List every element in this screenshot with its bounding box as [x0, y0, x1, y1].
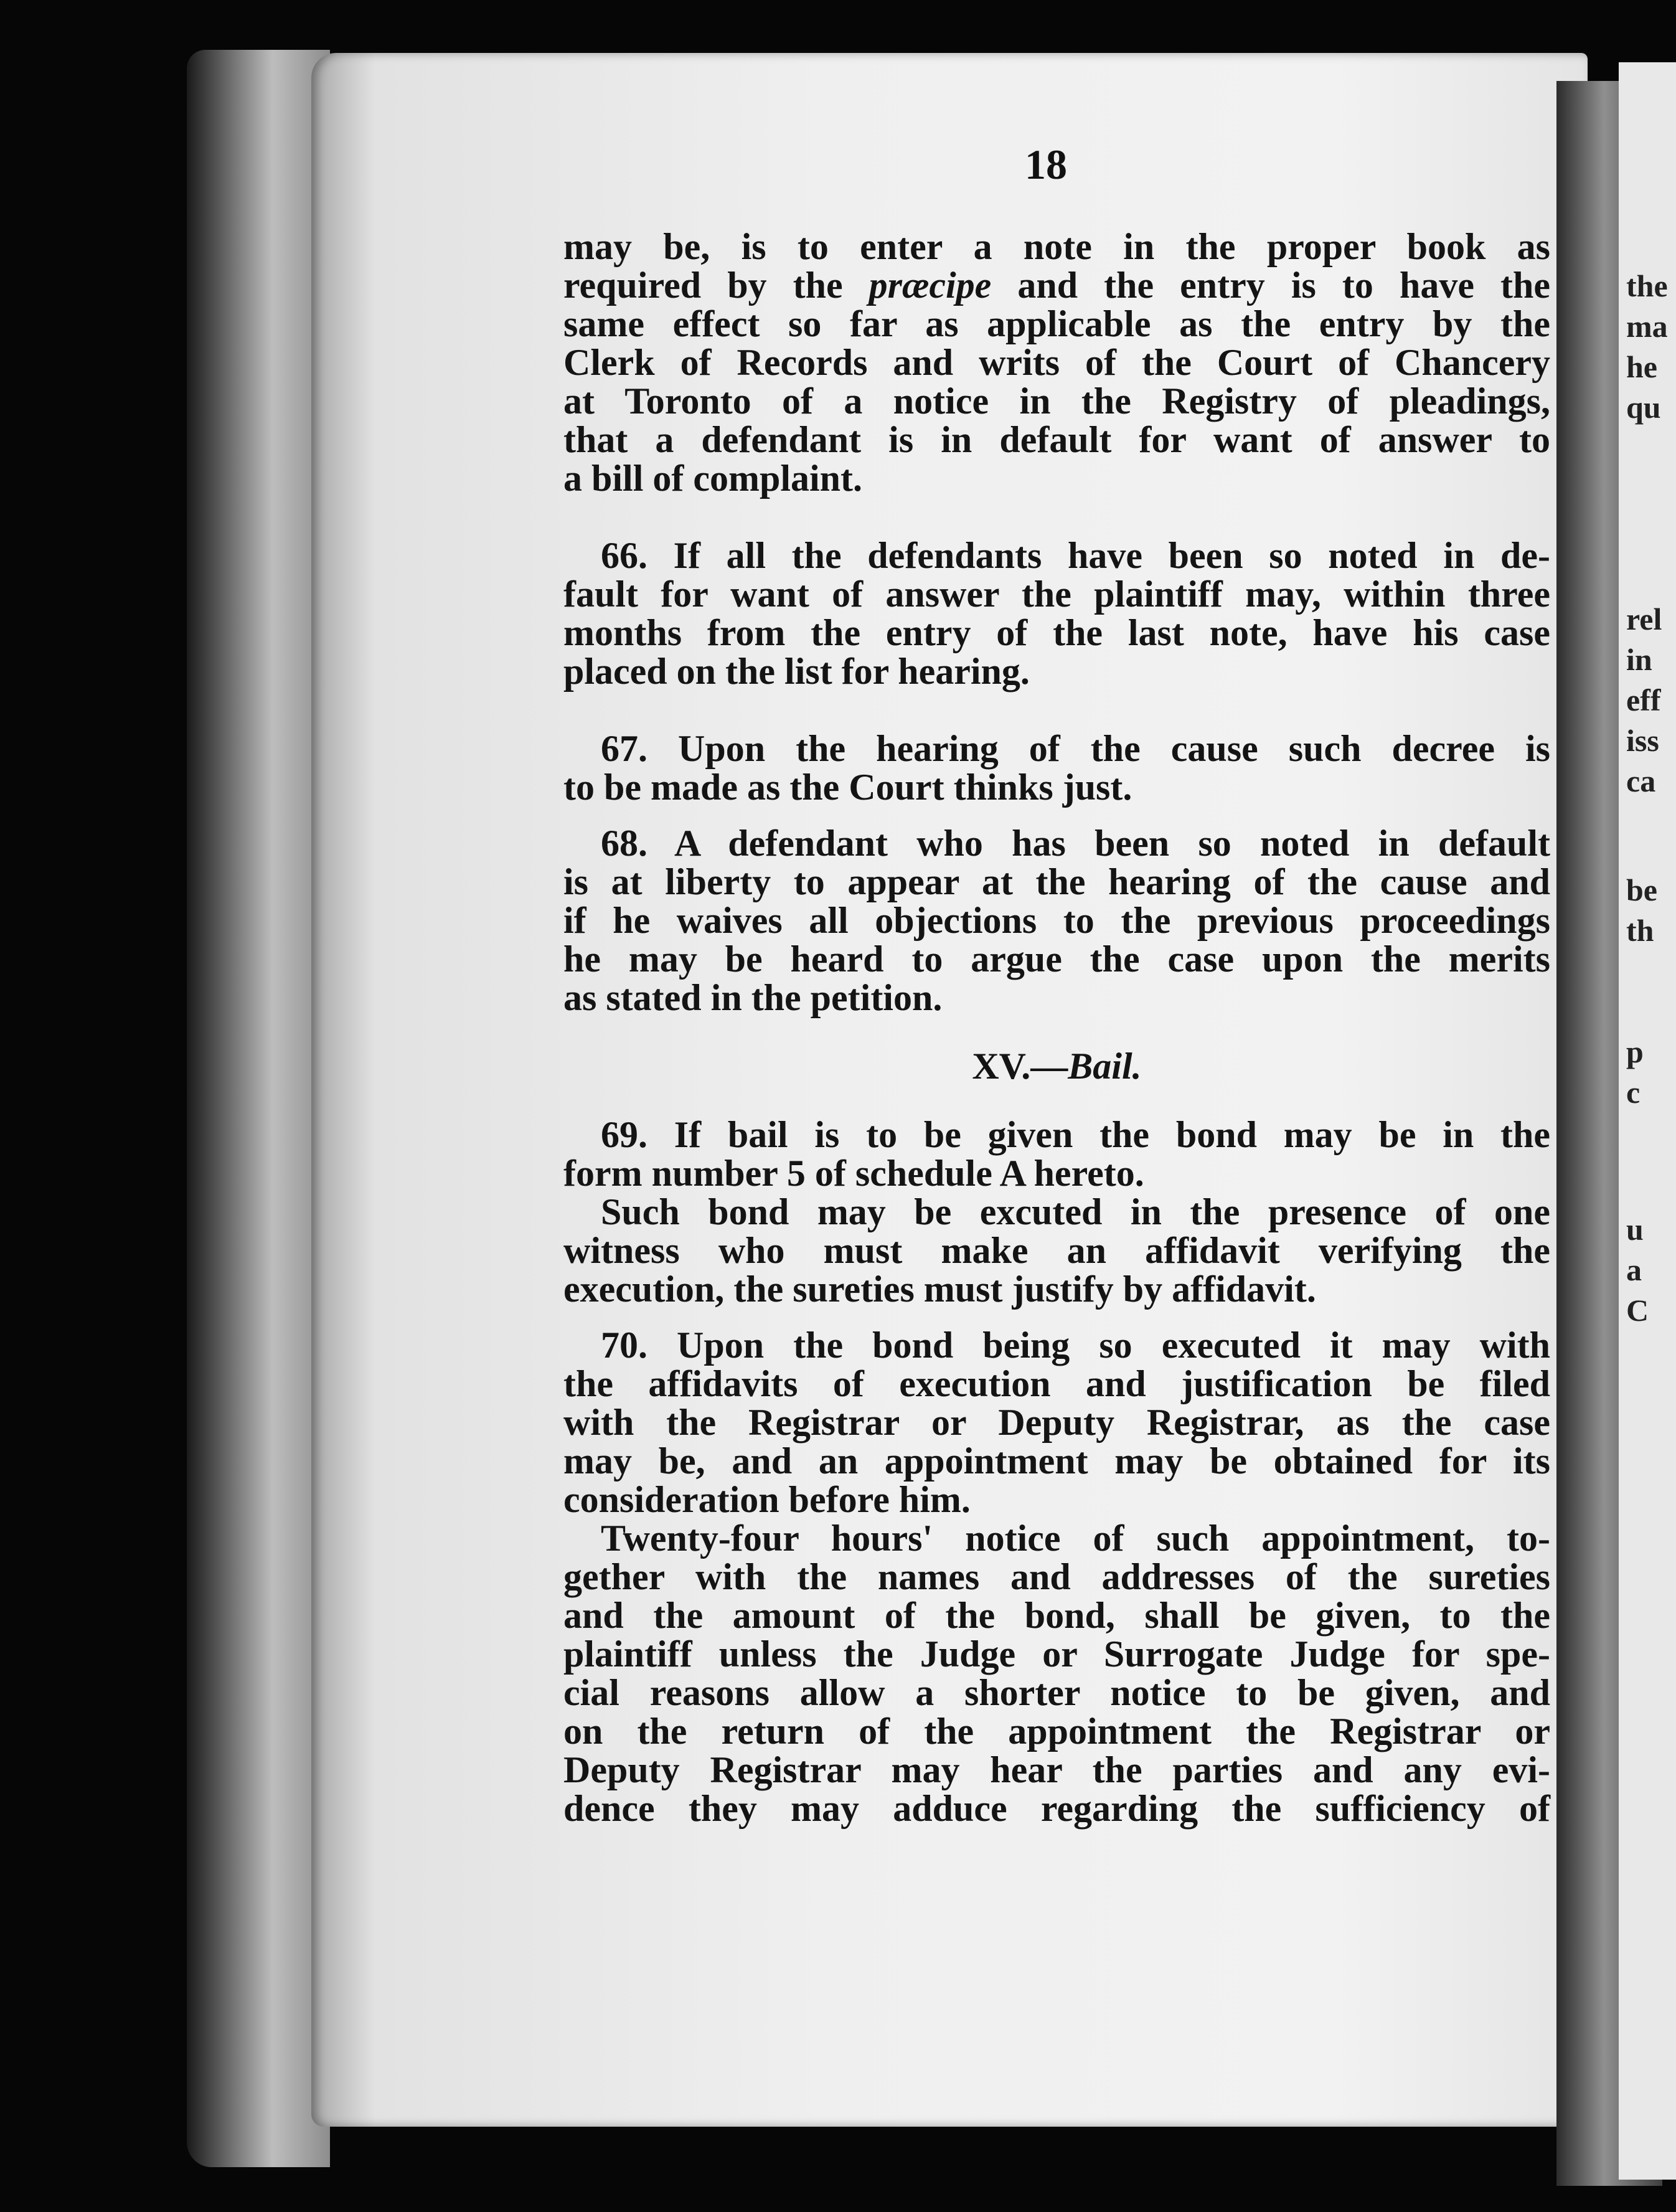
text-line: cial reasons allow a shorter notice to be given, and [563, 1672, 1550, 1713]
text-span: and the entry is to have the [991, 265, 1550, 306]
text-line: Such bond may be excuted in the presence of one [601, 1191, 1550, 1232]
text-line: that a defendant is in default for want of answer to [563, 419, 1550, 460]
facing-page-text: be [1626, 872, 1657, 907]
text-line: same effect so far as applicable as the entry by the [563, 303, 1550, 344]
page-number: 18 [1025, 141, 1067, 188]
facing-page-text: u [1626, 1212, 1644, 1247]
paragraph-gap [563, 498, 1550, 536]
facing-page-text: a [1626, 1252, 1642, 1287]
text-line: dence they may adduce regarding the sufficiency of [563, 1788, 1550, 1829]
text-line: plaintiff unless the Judge or Surrogate Judge for spe- [563, 1633, 1550, 1675]
paragraph-69-cont [563, 1154, 1550, 1193]
text-line: with the Registrar or Deputy Registrar, as the case [563, 1402, 1550, 1443]
text-line: at Toronto of a notice in the Registry of pleadings, [563, 380, 1550, 422]
text-line: witness who must make an affidavit verifying the [563, 1230, 1550, 1271]
paragraph-69b-cont [563, 1231, 1550, 1308]
text-line: 66. If all the defendants have been so noted in de- [601, 535, 1550, 576]
text-line: consideration before him. [563, 1479, 971, 1520]
text-line: Deputy Registrar may hear the parties and any evi- [563, 1749, 1550, 1790]
text-line: if he waives all objections to the previous proceedings [563, 900, 1550, 941]
text-line: he may be heard to argue the case upon the merits [563, 938, 1550, 980]
section-number: XV.— [972, 1046, 1068, 1087]
text-line: to be made as the Court thinks just. [563, 767, 1132, 808]
facing-page-text: th [1626, 913, 1654, 948]
text-line: execution, the sureties must justify by affidavit. [563, 1269, 1316, 1310]
paragraph-gap [563, 691, 1550, 729]
text-line: as stated in the petition. [563, 977, 943, 1018]
text-line: Twenty-four hours' notice of such appointment, to- [601, 1518, 1550, 1559]
text-line: 70. Upon the bond being so executed it may with [601, 1325, 1550, 1366]
section-heading [563, 1047, 1550, 1085]
facing-page-text: he [1626, 349, 1657, 384]
facing-page-text: the [1626, 268, 1668, 303]
paragraph-69b [563, 1193, 1550, 1231]
facing-page-text: in [1626, 642, 1652, 677]
page-body [563, 227, 1550, 1828]
facing-page-text: iss [1626, 723, 1659, 758]
text-line: form number 5 of schedule A hereto. [563, 1153, 1144, 1194]
facing-page-text: c [1626, 1075, 1641, 1110]
paragraph-67-cont [563, 768, 1550, 806]
facing-page-text: p [1626, 1034, 1644, 1069]
text-line: a bill of complaint. [563, 458, 863, 499]
paragraph-69 [563, 1115, 1550, 1154]
facing-page-text: C [1626, 1293, 1649, 1328]
italic-term: præcipe [869, 265, 992, 306]
paragraph-70-cont [563, 1364, 1550, 1519]
paragraph-66 [563, 536, 1550, 575]
text-line: 69. If bail is to be given the bond may be in the [601, 1114, 1550, 1155]
text-line [563, 266, 1550, 305]
paragraph-68 [563, 824, 1550, 863]
facing-page-fragment [1619, 62, 1676, 2180]
text-line: months from the entry of the last note, have his case [563, 612, 1550, 653]
text-line: placed on the list for hearing. [563, 651, 1030, 692]
text-line: gether with the names and addresses of the sureties [563, 1556, 1550, 1597]
text-line: is at liberty to appear at the hearing of the cause and [563, 861, 1550, 902]
facing-page-text: rel [1626, 602, 1662, 636]
section-title: Bail. [1068, 1046, 1142, 1087]
book-left-edge [187, 50, 330, 2167]
facing-page-text: ca [1626, 763, 1656, 798]
facing-page-text: qu [1626, 390, 1661, 425]
text-line: and the amount of the bond, shall be given, to the [563, 1595, 1550, 1636]
text-line: the affidavits of execution and justification be filed [563, 1363, 1550, 1404]
continuation-paragraph [563, 227, 1550, 498]
paragraph-66-cont [563, 575, 1550, 691]
paragraph-70 [563, 1326, 1550, 1364]
text-line: 67. Upon the hearing of the cause such decree is [601, 728, 1550, 769]
text-line: Clerk of Records and writs of the Court of Chancery [563, 342, 1550, 383]
text-line: fault for want of answer the plaintiff may, within three [563, 574, 1550, 615]
facing-page-text: ma [1626, 309, 1668, 344]
text-line: may be, and an appointment may be obtained for its [563, 1440, 1550, 1482]
text-span: required by the [563, 265, 869, 306]
text-line: 68. A defendant who has been so noted in default [601, 823, 1550, 864]
text-line: may be, is to enter a note in the proper book as [563, 226, 1550, 267]
text-line: on the return of the appointment the Registrar or [563, 1711, 1550, 1752]
paragraph-67 [563, 729, 1550, 768]
paragraph-70b-cont [563, 1557, 1550, 1828]
paragraph-68-cont [563, 863, 1550, 1017]
paragraph-gap [563, 1308, 1550, 1326]
facing-page-text: eff [1626, 683, 1661, 717]
paragraph-gap [563, 806, 1550, 824]
paragraph-70b [563, 1519, 1550, 1557]
